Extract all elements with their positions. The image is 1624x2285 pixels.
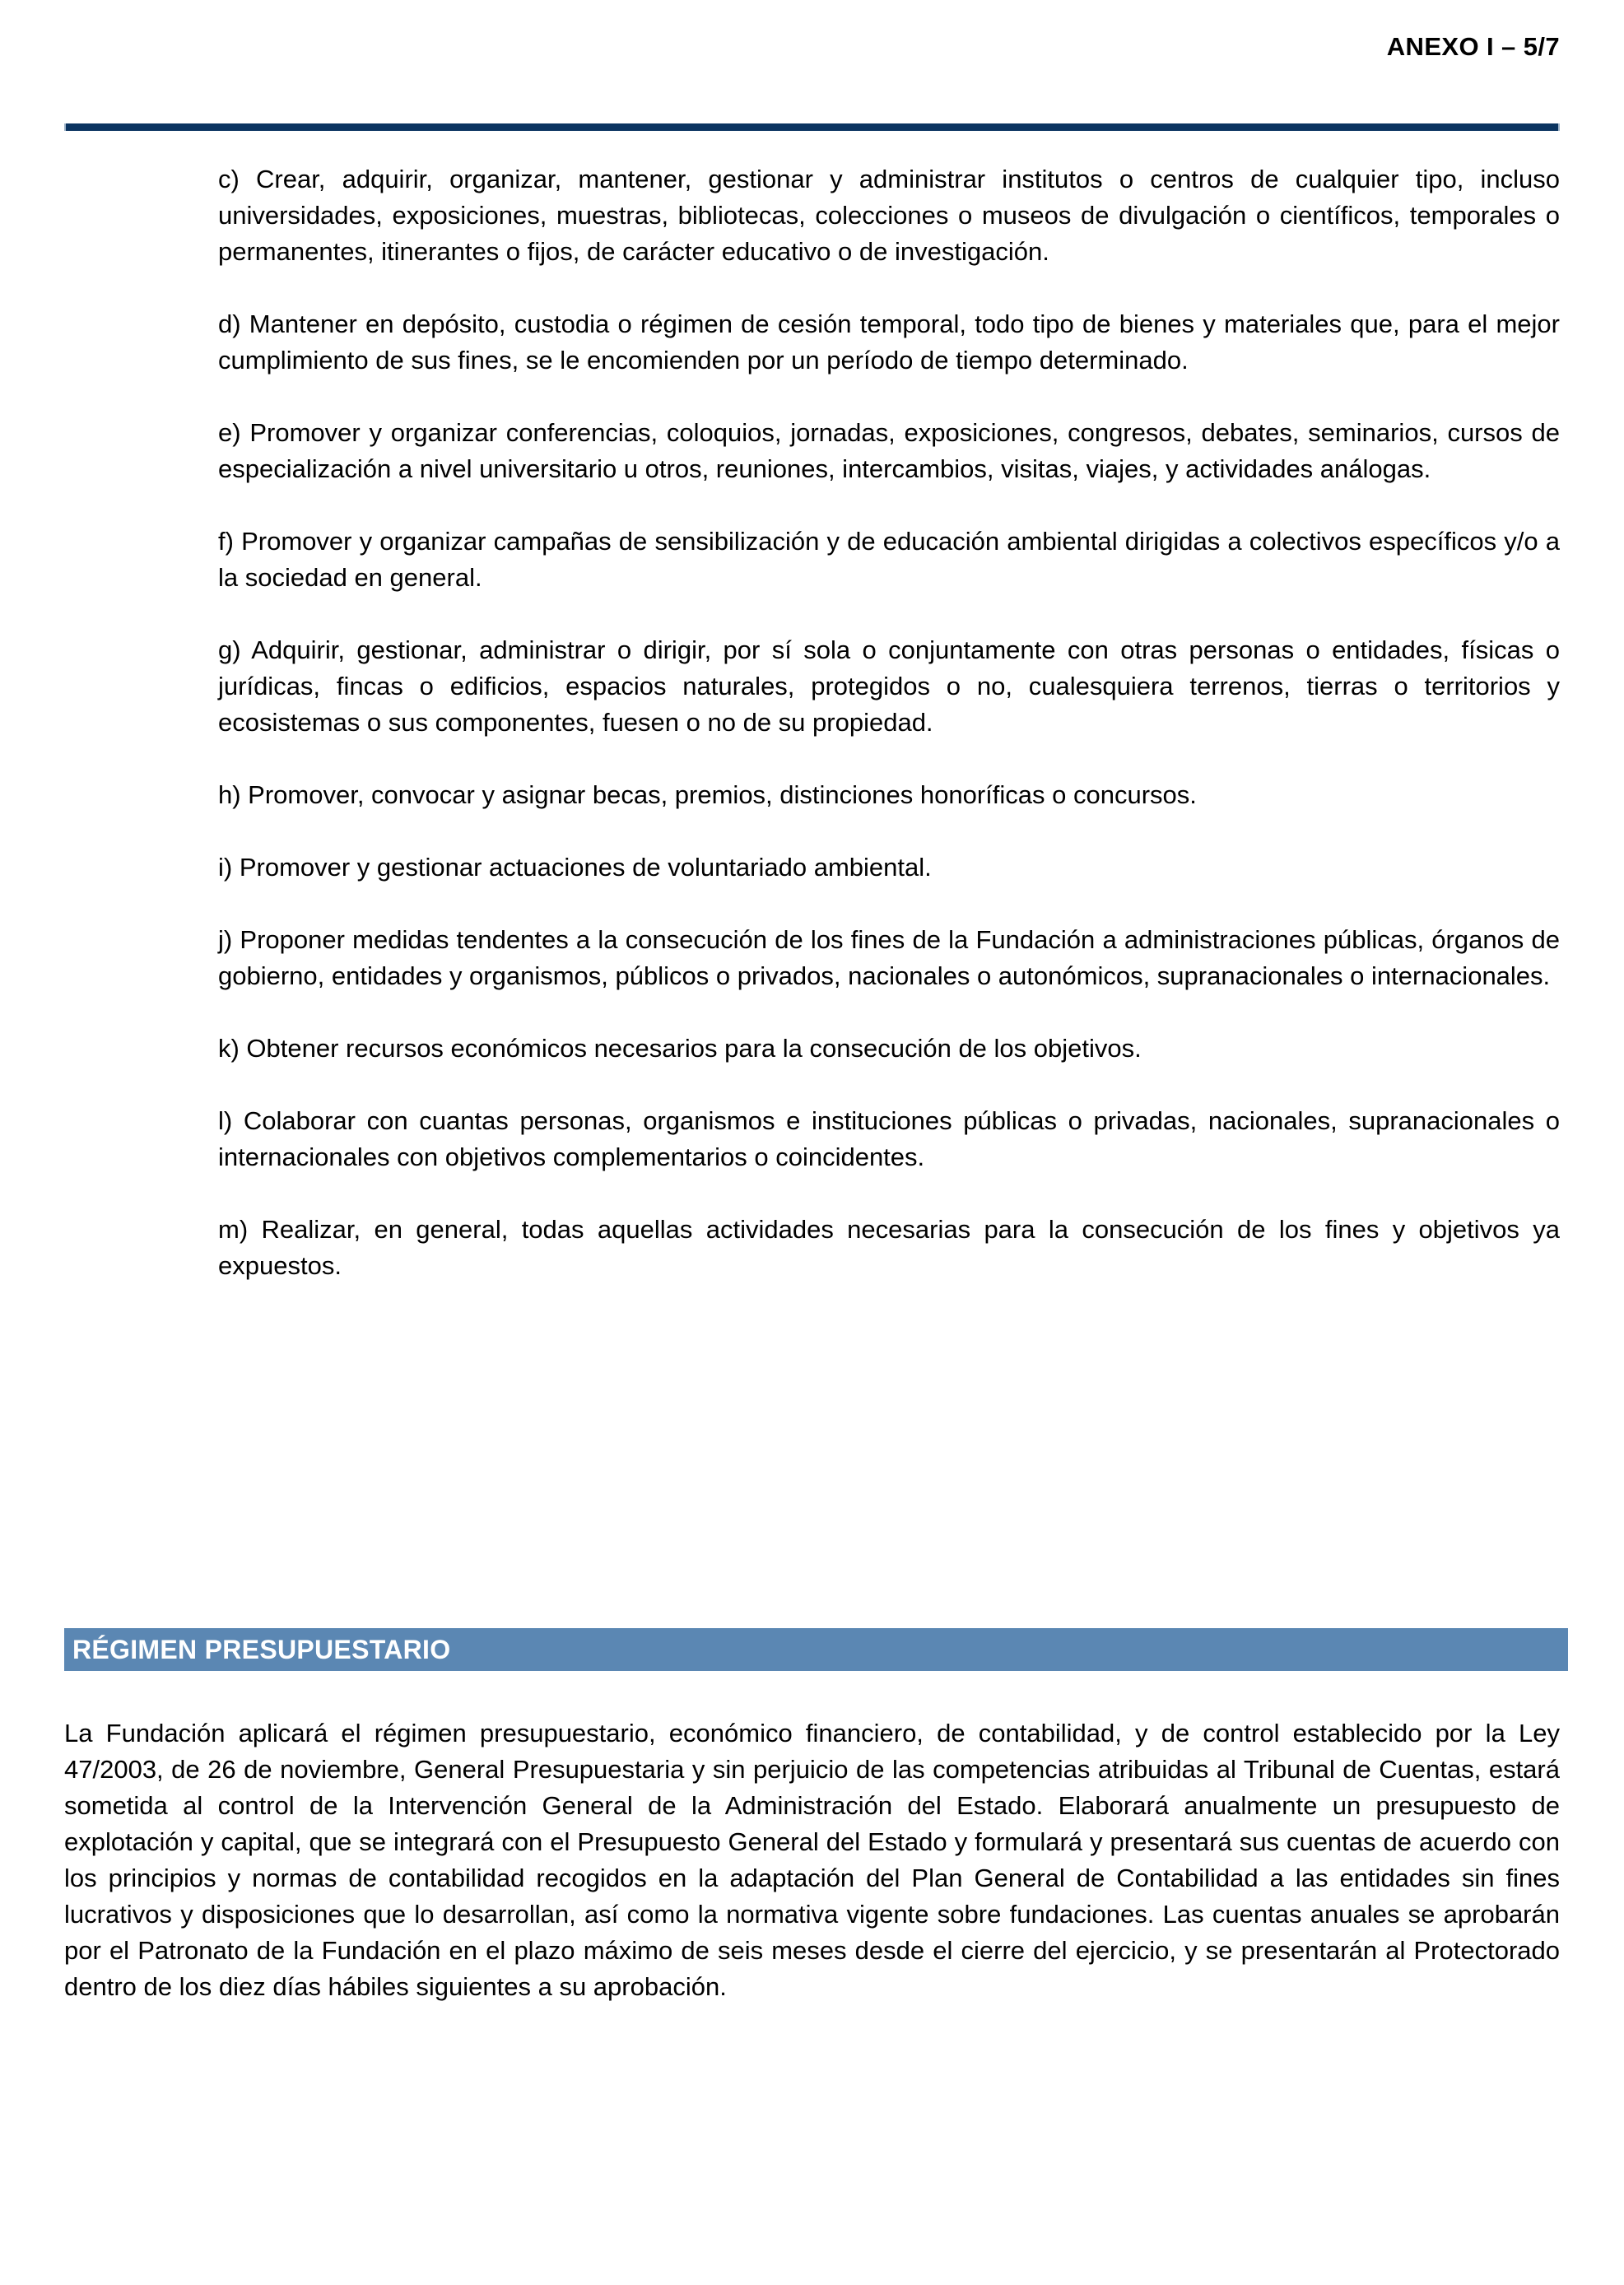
lettered-list bbox=[0, 161, 1624, 1284]
page-title: ANEXO I – 5/7 bbox=[1386, 32, 1560, 61]
document-body bbox=[0, 161, 1624, 1284]
list-item: k) Obtener recursos económicos necesarios para la consecución de los objetivos. bbox=[218, 1034, 1142, 1063]
list-item: e) Promover y organizar conferencias, coloquios, jornadas, exposiciones, congresos, debates, seminarios, cursos de especialización a nivel universitario u otros, reuniones, intercambios, visitas, viajes, y actividades análogas. bbox=[218, 418, 1560, 483]
list-item: h) Promover, convocar y asignar becas, premios, distinciones honoríficas o concursos. bbox=[218, 780, 1197, 809]
list-item: i) Promover y gestionar actuaciones de voluntariado ambiental. bbox=[218, 853, 932, 882]
header-divider-rule bbox=[64, 123, 1560, 131]
section-body-block bbox=[64, 1715, 1560, 2005]
list-item: j) Proponer medidas tendentes a la consecución de los fines de la Fundación a administraciones públicas, órganos de gobierno, entidades y organismos, públicos o privados, nacionales o autonómicos, supranacionales o internacionales. bbox=[218, 925, 1560, 990]
page-header bbox=[64, 31, 1560, 62]
list-item: m) Realizar, en general, todas aquellas actividades necesarias para la consecución de los fines y objetivos ya expuestos. bbox=[218, 1215, 1560, 1280]
section-banner bbox=[64, 1628, 1568, 1671]
section-banner-label: RÉGIMEN PRESUPUESTARIO bbox=[72, 1635, 451, 1664]
section-body-paragraph: La Fundación aplicará el régimen presupuestario, económico financiero, de contabilidad, y de control establecido por la Ley 47/2003, de 26 de noviembre, General Presupuestaria y sin perjuicio de las competencias atribuidas al Tribunal de Cuentas, estará sometida al control de la Intervención General de la Administración del Estado. Elaborará anualmente un presupuesto de explotación y capital, que se integrará con el Presupuesto General del Estado y formulará y presentará sus cuentas de acuerdo con los principios y normas de contabilidad recogidos en la adaptación del Plan General de Contabilidad a las entidades sin fines lucrativos y disposiciones que lo desarrollan, así como la normativa vigente sobre fundaciones. Las cuentas anuales se aprobarán por el Patronato de la Fundación en el plazo máximo de seis meses desde el cierre del ejercicio, y se presentarán al Protectorado dentro de los diez días hábiles siguientes a su aprobación. bbox=[64, 1719, 1560, 2001]
list-item: d) Mantener en depósito, custodia o régimen de cesión temporal, todo tipo de bienes y materiales que, para el mejor cumplimiento de sus fines, se le encomienden por un período de tiempo determinado. bbox=[218, 309, 1560, 375]
list-item: f) Promover y organizar campañas de sensibilización y de educación ambiental dirigidas a colectivos específicos y/o a la sociedad en general. bbox=[218, 527, 1560, 592]
list-item: c) Crear, adquirir, organizar, mantener, gestionar y administrar institutos o centros de cualquier tipo, incluso universidades, exposiciones, muestras, bibliotecas, colecciones o museos de divulgación o científicos, temporales o permanentes, itinerantes o fijos, de carácter educativo o de investigación. bbox=[218, 165, 1560, 266]
list-item: g) Adquirir, gestionar, administrar o dirigir, por sí sola o conjuntamente con otras personas o entidades, físicas o jurídicas, fincas o edificios, espacios naturales, protegidos o no, cualesquiera terrenos, tierras o territorios y ecosistemas o sus componentes, fuesen o no de su propiedad. bbox=[218, 635, 1560, 737]
list-item: l) Colaborar con cuantas personas, organismos e instituciones públicas o privadas, nacionales, supranacionales o internacionales con objetivos complementarios o coincidentes. bbox=[218, 1106, 1560, 1171]
